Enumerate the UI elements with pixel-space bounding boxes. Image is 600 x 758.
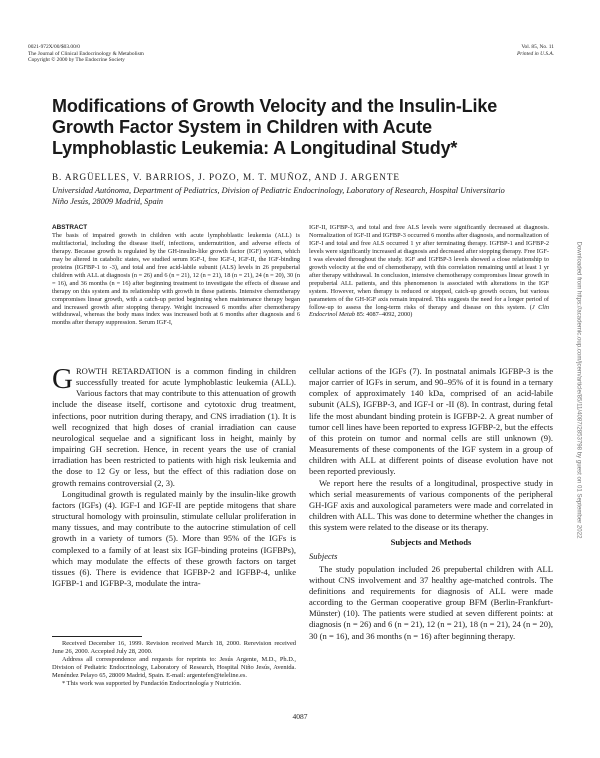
drop-cap: G: [52, 363, 73, 395]
journal-name-line: The Journal of Clinical Endocrinology & Metabolism: [28, 50, 144, 57]
page-number: 4087: [292, 712, 308, 721]
footnote-divider: [52, 636, 142, 637]
journal-header-left: [28, 44, 144, 64]
intro-paragraph-3: cellular actions of the IGFs (7). In postnatal animals IGFBP-3 is the major carrier of IGFs in serum, and 90–95% of it is found in a ternary complex of approximately 140 kDa, comprised of an acid-labile subunit (ALS), IGFBP-3, and IGF-I or -II (8). In contrast, during fetal life the most abundant binding protein is IGFBP-2. A great number of tumor cell lines have been reported to express IGFBP-2, but the effects of this protein on tumor and normal cells are still unknown (9). Measurements of these components of the IGF system in a group of children with ALL at different points of disease evolution have not been reported previously.: [309, 366, 553, 477]
footnote-address: Address all correspondence and requests for reprints to: Jesús Argente, M.D., Ph.D., Division of Pediatric Endocrinology, Laboratory of Research, Hospital Niño Jesús, Avenida. Menéndez Pelayo 65, 28009 Madrid, Spain. E-mail: argentefen@teleline.es.: [52, 655, 296, 679]
abstract-text-left: The basis of impaired growth in children with acute lymphoblastic leukemia (ALL) is multifactorial, including the disease itself, infections, undernutrition, and adverse effects of therapy. Because growth is regulated by the GH-insulin-like growth factor (IGF) system, which may be altered in catabolic states, we studied serum IGF-I, free IGF-I, IGF-II, the IGF-binding proteins (IGFBP-1 to -3), and total and free acid-labile subunit (ALS) levels in 26 prepubertal children with ALL at diagnosis (n = 26) and 6 (n = 21), 12 (n = 21), 18 (n = 21), 24 (n = 20), 30 (n = 16), and 36 months (n = 16) after beginning treatment to investigate the effects of disease and therapy on this system and its relationship with growth in these patients. Intensive chemotherapy compromises linear growth, with a catch-up period beginning when maintenance therapy began and increased growth after stopping therapy. Weight increased 6 months after chemotherapy withdrawal, whereas the body mass index was increased both at 6 months after diagnosis and 6 months after therapy suppression. Serum IGF-I,: [52, 231, 300, 327]
author-affiliation: Universidad Autónoma, Department of Pediatrics, Division of Pediatric Endocrinology, Laboratory of Research, Hospital Universitario Niño Jesús, 28009 Madrid, Spain: [52, 186, 505, 206]
intro-paragraph-1-text: is a common finding in children successfully treated for acute lymphoblastic leukemia (ALL). Various factors that may contribute to this attenuation of growth include the disease itself, cortisone and cytotoxic drug treatment, infections, poor nutrition during therapy, and CNS irradiation (1). It is well recognized that high doses of cranial irradiation can cause neurological sequelae and a significant loss in height, mainly by impairing GH secretion. Hence, in recent years the use of cranial irradiation has been restricted to patients with high risk leukemia and the dose to 12 Gy or less, but the effect of this radiation dose on growth remains controversial (2, 3).: [52, 366, 296, 488]
subjects-paragraph: The study population included 26 prepubertal children with ALL without CNS involvement and 37 healthy age-matched controls. The definitions and requirements for diagnosis of ALL were made according to the German cooperative group BFM (Berlin-Frankfurt-Münster) (10). The patients were studied at seven different points: at diagnosis (n = 26) and 6 (n = 21), 12 (n = 21), 18 (n = 21), 24 (n = 20), 30 (n = 16), and 36 months (n = 16) after beginning therapy.: [309, 563, 553, 641]
intro-paragraph-4: We report here the results of a longitudinal, prospective study in which serial measurements of various components of the peripheral GH-IGF axis and auxological parameters were made and correlated in children with ALL. This was done to determine whether the changes in this system were related to the disease or its therapy.: [309, 477, 553, 533]
lead-in-caps: ROWTH RETARDATION: [75, 366, 171, 376]
journal-header-right: [517, 44, 554, 57]
footnotes: [52, 640, 296, 687]
abstract-heading: ABSTRACT: [52, 224, 88, 231]
volume-line: Vol. 85, No. 11: [521, 44, 554, 50]
body-column-left: [52, 363, 296, 589]
issn-line: 0021-972X/00/$03.00/0: [28, 44, 80, 50]
abstract-column-left: [52, 224, 300, 327]
footnote-support: * This work was supported by Fundación Endocrinología y Nutrición.: [62, 679, 242, 687]
printed-in-line: Printed in U.S.A.: [517, 50, 554, 57]
abstract-citation-journal: J Clin Endocrinol Metab: [309, 303, 550, 319]
subsection-heading: Subjects: [309, 550, 338, 561]
intro-paragraph-2: Longitudinal growth is regulated mainly by the insulin-like growth factors (IGFs) (4). IGF-I and IGF-II are peptide mitogens that share structural homology with proinsulin, stimulate cellular proliferation in many tissues, and may contribute to the autocrine stimulation of cell growth in a variety of tumors (5). More than 95% of the IGFs is complexed to a family of at least six IGF-binding proteins (IGFBPs), which may modulate the effects of these growth factors on target tissues (6). There is evidence that IGFBP-2 and IGFBP-4, unlike IGFBP-1 and IGFBP-3, modulate the intra-: [52, 488, 296, 588]
abstract-column-right: [309, 224, 549, 319]
abstract-text-right: IGF-II, IGFBP-3, and total and free ALS levels were significantly decreased at diagnosis. Normalization of IGF-II and IGFBP-3 occurred 6 months after diagnosis, and normalization of IGF-I and total and free ALS occurred 1 yr after terminating therapy. IGFBP-1 and IGFBP-2 levels were significantly increased at diagnosis and decreased after stopping therapy. Free IGF-I was elevated throughout the study. IGF and IGFBP-3 levels showed a close relationship to growth velocity at the end of chemotherapy, with this correlation remaining until at least 1 yr after therapy withdrawal. In conclusion, intensive chemotherapy compromises linear growth in prepubertal ALL patients, and this phenomenon is associated with alterations in the IGF system. However, when therapy is reduced or stopped, catch-up growth occurs, but various parameters of the GH-IGF axis remain impaired. This suggests the need for a longer period of follow-up to assess the long-term risks of therapy and disease on this system. (: [309, 224, 550, 311]
copyright-line: Copyright © 2000 by The Endocrine Society: [28, 57, 125, 64]
article-title: Modifications of Growth Velocity and the Insulin-Like Growth Factor System in Children with Acute Lymphoblastic Leukemia: A Longitudinal Study*: [52, 96, 498, 158]
download-watermark: [575, 190, 583, 590]
intro-paragraph-1: [52, 363, 296, 489]
download-watermark-text: Downloaded from https://academic.oup.com/jcem/article/85/11/4087/2853798 by guest on 01 September 2022: [575, 241, 583, 539]
section-heading: Subjects and Methods: [390, 537, 472, 548]
abstract-citation-rest: 85: 4087–4092, 2000): [356, 311, 413, 319]
footnote-received: Received December 16, 1999. Revision received March 18, 2000. Rerevision received June 26, 2000. Accepted July 28, 2000.: [52, 640, 296, 655]
body-column-right: [309, 366, 553, 642]
author-list: B. ARGÜELLES, V. BARRIOS, J. POZO, M. T. MUÑOZ, AND J. ARGENTE: [52, 172, 400, 182]
